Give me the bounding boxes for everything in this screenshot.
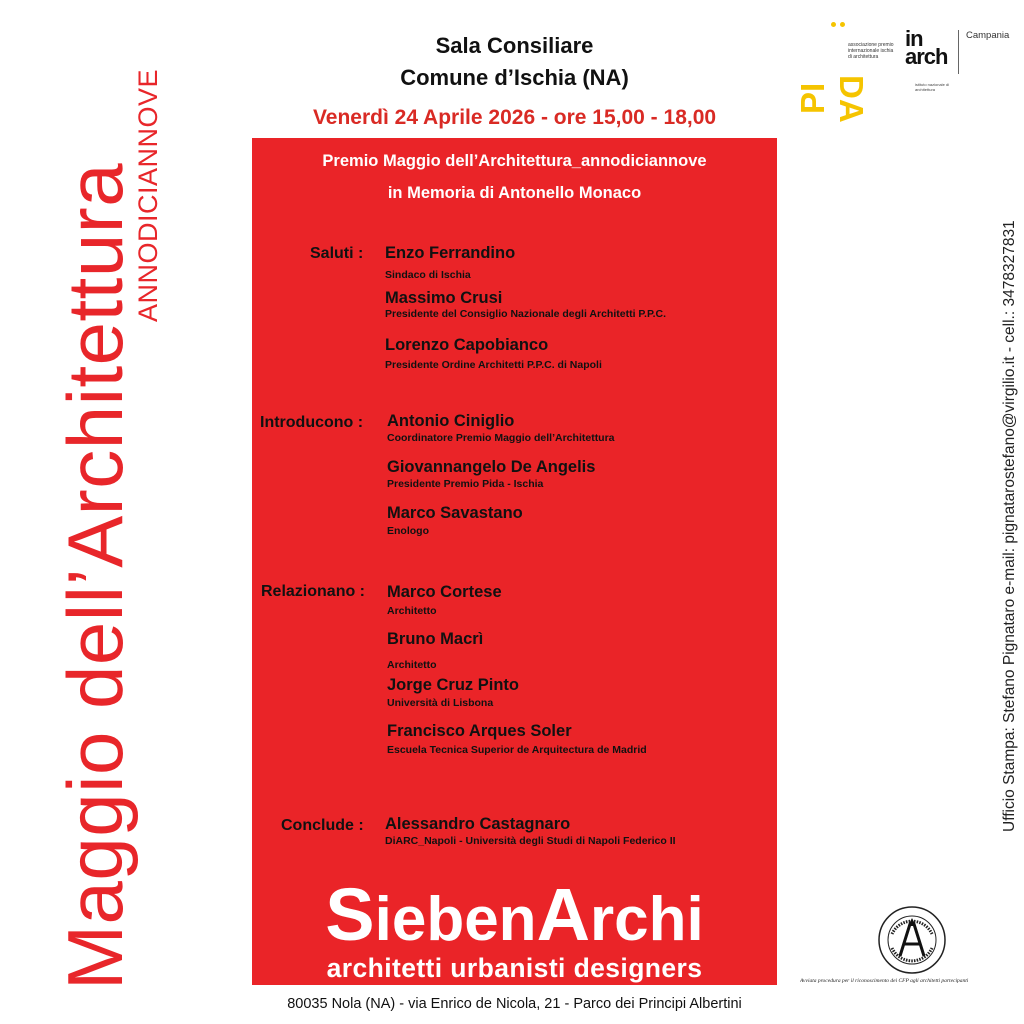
region-label: Campania	[966, 30, 1010, 41]
section-label-relazionano: Relazionano :	[261, 583, 366, 600]
event-subtitle-vertical: ANNODICIANNOVE	[133, 68, 163, 322]
speaker-name: Jorge Cruz Pinto	[387, 676, 520, 694]
speaker-role: Enologo	[387, 525, 429, 537]
award-memorial: in Memoria di Antonello Monaco	[387, 184, 642, 202]
speaker-role: Escuela Tecnica Superior de Arquitectura de Madrid	[387, 744, 647, 756]
speaker-role: Architetto	[387, 659, 437, 671]
architects-order-seal-icon	[876, 904, 948, 976]
speaker-name: Enzo Ferrandino	[385, 244, 516, 262]
pida-logo-da: DA	[833, 75, 870, 123]
speaker-role: Università di Lisbona	[387, 697, 494, 709]
speaker-name: Giovannangelo De Angelis	[387, 458, 596, 476]
speaker-role: Architetto	[387, 605, 437, 617]
section-label-saluti: Saluti :	[310, 245, 364, 262]
speaker-role: Presidente Premio Pida - Ischia	[387, 478, 544, 490]
speaker-name: Francisco Arques Soler	[387, 722, 572, 740]
speaker-role: Coordinatore Premio Maggio dell’Architettura	[387, 432, 615, 444]
speaker-name: Massimo Crusi	[385, 289, 503, 307]
speaker-role: Presidente del Consiglio Nazionale degli Architetti P.P.C.	[385, 308, 667, 320]
pida-logo-pi: PI	[794, 82, 831, 114]
award-title: Premio Maggio dell’Architettura_annodiciannove	[322, 152, 707, 170]
speaker-role: Sindaco di Ischia	[385, 269, 471, 281]
press-office-contact: Ufficio Stampa: Stefano Pignataro e-mail: pignatarostefano@virgilio.it - cell.: 3478327831	[1001, 220, 1018, 832]
speaker-role: DiARC_Napoli - Università degli Studi di Napoli Federico II	[385, 835, 676, 847]
cfp-notice: Avviata procedura per il riconoscimento dei CFP agli architetti partecipanti	[800, 978, 969, 984]
speaker-role: Presidente Ordine Architetti P.P.C. di Napoli	[385, 359, 602, 371]
speaker-name: Antonio Ciniglio	[387, 412, 515, 430]
sponsor-tagline: architetti urbanisti designers	[326, 953, 703, 983]
venue-name: Sala Consiliare	[435, 33, 594, 58]
logo-divider	[958, 30, 959, 74]
pida-logo-caption: associazione premio internazionale ischia di architettura	[848, 42, 894, 60]
program-panel	[252, 138, 777, 985]
sponsor-logo-text: SiebenArchi	[325, 873, 704, 956]
event-title-vertical: Maggio dell’Architettura	[51, 162, 139, 990]
pida-logo	[796, 22, 896, 122]
speaker-name: Marco Savastano	[387, 504, 523, 522]
section-label-introducono: Introducono :	[260, 414, 364, 431]
section-label-conclude: Conclude :	[281, 817, 364, 834]
speaker-name: Lorenzo Capobianco	[385, 336, 549, 354]
event-date: Venerdì 24 Aprile 2026 - ore 15,00 - 18,00	[312, 106, 717, 129]
speaker-name: Marco Cortese	[387, 583, 502, 601]
speaker-name: Bruno Macrì	[387, 630, 484, 648]
inarch-logo	[905, 26, 959, 100]
speaker-name: Alessandro Castagnaro	[385, 815, 571, 833]
pida-dots-icon	[831, 22, 845, 32]
venue-location: Comune d’Ischia (NA)	[400, 65, 629, 90]
inarch-logo-mark: in arch	[905, 26, 948, 69]
sponsor-address: 80035 Nola (NA) - via Enrico de Nicola, 21 - Parco dei Principi Albertini	[287, 996, 742, 1012]
inarch-logo-caption: istituto nazionale di architettura	[915, 82, 950, 92]
